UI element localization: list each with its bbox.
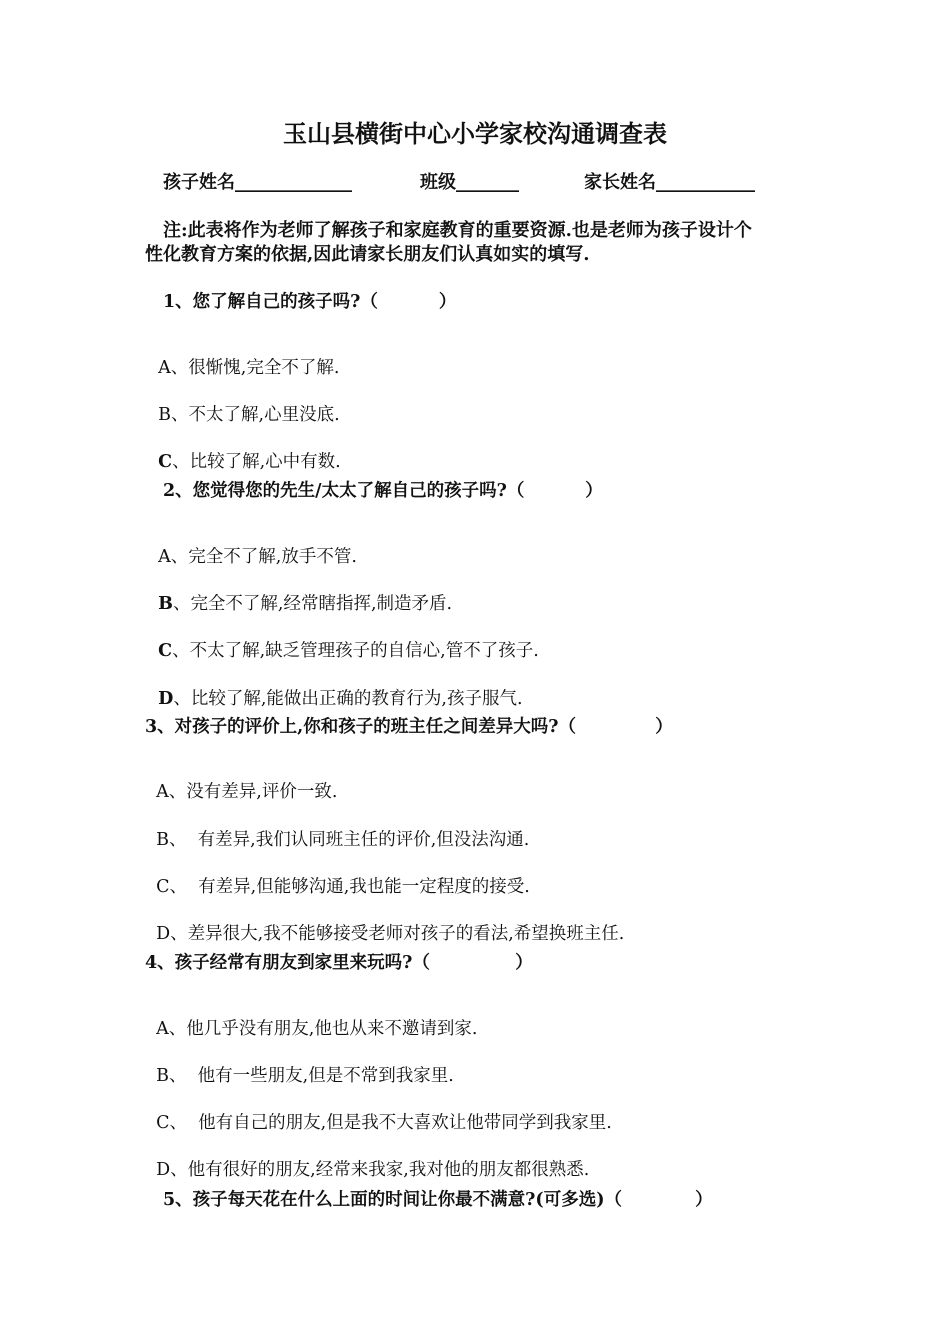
option-text: 不太了解,心里没底. [188,404,340,425]
option-letter: B [158,593,173,614]
document-title: 玉山县横街中心小学家校沟通调查表 [283,119,667,148]
option-3c: C、 有差异,但能够沟通,我也能一定程度的接受. [156,876,530,897]
option-letter: B [156,829,170,850]
option-2b: B、完全不了解,经常瞎指挥,制造矛盾. [158,593,453,614]
option-letter: A [158,546,171,567]
option-text: 完全不了解,经常瞎指挥,制造矛盾. [190,593,453,614]
option-text: 很惭愧,完全不了解. [188,357,340,378]
option-1a: A、很惭愧,完全不了解. [158,357,340,378]
child-name-field: 孩子姓名_____________ [163,172,352,193]
option-2d: D、比较了解,能做出正确的教育行为,孩子服气. [158,688,523,709]
class-field: 班级_______ [420,172,519,193]
note-line-2: 性化教育方案的依据,因此请家长朋友们认真如实的填写. [145,244,590,265]
option-3d: D、差异很大,我不能够接受老师对孩子的看法,希望换班主任. [156,923,625,944]
option-1c: C、比较了解,心中有数. [158,451,341,472]
option-4b: B、 他有一些朋友,但是不常到我家里. [156,1065,454,1086]
option-2a: A、完全不了解,放手不管. [158,546,357,567]
option-text: 有差异,但能够沟通,我也能一定程度的接受. [187,876,530,897]
option-letter: B [158,404,172,425]
option-letter: D [156,923,171,944]
option-letter: C [156,876,170,897]
option-1b: B、不太了解,心里没底. [158,404,340,425]
question-4: 4、孩子经常有朋友到家里来玩吗?（ ） [145,953,533,973]
option-letter: C [158,640,173,661]
option-text: 他几乎没有朋友,他也从来不邀请到家. [186,1018,478,1039]
option-4c: C、 他有自己的朋友,但是我不大喜欢让他带同学到我家里. [156,1112,612,1133]
parent-name-field: 家长姓名___________ [584,172,755,193]
option-text: 他有自己的朋友,但是我不大喜欢让他带同学到我家里. [187,1112,612,1133]
option-letter: A [158,357,171,378]
option-text: 他有一些朋友,但是不常到我家里. [186,1065,454,1086]
option-3b: B、 有差异,我们认同班主任的评价,但没法沟通. [156,829,530,850]
note-line-1: 注:此表将作为老师了解孩子和家庭教育的重要资源.也是老师为孩子设计个 [163,220,752,241]
option-letter: A [156,1018,169,1039]
option-letter: C [156,1112,170,1133]
option-text: 他有很好的朋友,经常来我家,我对他的朋友都很熟悉. [187,1159,590,1180]
option-text: 有差异,我们认同班主任的评价,但没法沟通. [186,829,530,850]
option-4d: D、他有很好的朋友,经常来我家,我对他的朋友都很熟悉. [156,1159,590,1180]
question-5: 5、孩子每天花在什么上面的时间让你最不满意?(可多选)（ ） [163,1190,713,1210]
option-text: 没有差异,评价一致. [186,781,338,802]
option-2c: C、不太了解,缺乏管理孩子的自信心,管不了孩子. [158,640,539,661]
option-3a: A、没有差异,评价一致. [156,781,338,802]
question-1: 1、您了解自己的孩子吗?（ ） [163,292,457,312]
option-letter: A [156,781,169,802]
option-letter: D [156,1159,171,1180]
option-text: 比较了解,能做出正确的教育行为,孩子服气. [190,688,523,709]
option-4a: A、他几乎没有朋友,他也从来不邀请到家. [156,1018,478,1039]
question-3: 3、对孩子的评价上,你和孩子的班主任之间差异大吗?（ ） [145,717,673,737]
option-text: 比较了解,心中有数. [189,451,341,472]
question-2: 2、您觉得您的先生/太太了解自己的孩子吗?（ ） [163,481,603,501]
option-text: 不太了解,缺乏管理孩子的自信心,管不了孩子. [189,640,539,661]
option-text: 差异很大,我不能够接受老师对孩子的看法,希望换班主任. [187,923,625,944]
option-text: 完全不了解,放手不管. [188,546,357,567]
option-letter: C [158,451,173,472]
option-letter: B [156,1065,170,1086]
option-letter: D [158,688,174,709]
